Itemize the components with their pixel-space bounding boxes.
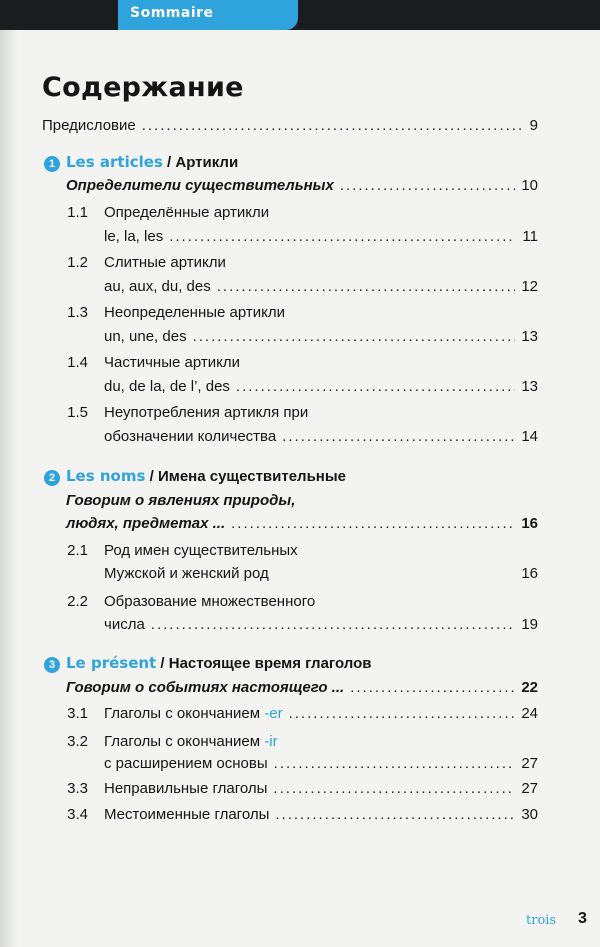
section-number: 1.4 bbox=[67, 354, 88, 371]
chapter-title-ru: Артикли bbox=[175, 154, 239, 171]
section-number: 3.2 bbox=[67, 733, 88, 750]
section-title-cont: обозначении количества bbox=[104, 428, 277, 445]
dot-leader bbox=[193, 328, 516, 345]
toc-row bbox=[104, 705, 538, 722]
dot-leader bbox=[275, 806, 515, 823]
toc-row bbox=[104, 755, 538, 772]
dot-leader bbox=[142, 117, 524, 134]
section-title-cont: un, une, des bbox=[104, 328, 187, 345]
dot-leader bbox=[289, 705, 516, 722]
toc-row bbox=[104, 328, 538, 345]
dot-leader bbox=[340, 177, 515, 194]
dot-leader bbox=[151, 616, 516, 633]
chapter-subtitle: Говорим о событиях настоящего ... bbox=[66, 679, 345, 696]
chapter-title-ru: Имена существительные bbox=[157, 468, 347, 485]
chapter-title-fr: Les articles bbox=[66, 153, 163, 171]
toc-page: 10 bbox=[521, 177, 538, 194]
section-number: 1.3 bbox=[67, 304, 88, 321]
tab-label: Sommaire bbox=[130, 5, 214, 21]
dot-leader bbox=[282, 428, 515, 445]
dot-leader bbox=[236, 378, 515, 395]
toc-page: 12 bbox=[521, 278, 538, 295]
toc-row-preface bbox=[42, 117, 538, 134]
section-number: 1.2 bbox=[67, 254, 88, 271]
footer-page-word: trois bbox=[526, 913, 557, 928]
section-title: Определённые артикли bbox=[104, 204, 270, 221]
dot-leader bbox=[274, 755, 516, 772]
dot-leader bbox=[231, 515, 515, 532]
toc-page: 9 bbox=[529, 117, 538, 134]
toc-page: 19 bbox=[521, 616, 538, 633]
page-number: 3 bbox=[578, 910, 587, 927]
section-title: Слитные артикли bbox=[104, 254, 226, 271]
toc-row bbox=[104, 428, 538, 445]
section-title-cont: du, de la, de l’, des bbox=[104, 378, 230, 395]
chapter-separator: / bbox=[156, 655, 169, 672]
section-number: 2.1 bbox=[67, 542, 88, 559]
chapter-title-ru: Настоящее время глаголов bbox=[168, 655, 372, 672]
section-title: Частичные артикли bbox=[104, 354, 240, 371]
section-number: 3.1 bbox=[67, 705, 88, 722]
verb-ending: -ir bbox=[264, 733, 278, 750]
chapter-subtitle-cont: людях, предметах ... bbox=[66, 515, 226, 532]
toc-row bbox=[104, 565, 538, 582]
toc-page: 11 bbox=[522, 228, 538, 245]
section-number: 3.3 bbox=[67, 780, 88, 797]
chapter-subtitle-row bbox=[66, 177, 538, 194]
chapter-number-badge: 2 bbox=[44, 470, 60, 486]
section-title: Глаголы с окончанием bbox=[104, 733, 261, 750]
toc-row bbox=[104, 378, 538, 395]
chapter-separator: / bbox=[145, 468, 158, 485]
section-number: 3.4 bbox=[67, 806, 88, 823]
chapter-heading bbox=[66, 153, 238, 171]
toc-page: 30 bbox=[521, 806, 538, 823]
section-number: 1.1 bbox=[67, 204, 88, 221]
chapter-subtitle-row bbox=[66, 515, 538, 532]
section-title: Неопределенные артикли bbox=[104, 304, 286, 321]
section-title-cont: Мужской и женский род bbox=[104, 565, 269, 582]
toc-page: 27 bbox=[521, 780, 538, 797]
toc-page: 16 bbox=[521, 515, 538, 532]
toc-row bbox=[104, 616, 538, 633]
chapter-title-fr: Les noms bbox=[66, 467, 146, 485]
dot-leader bbox=[217, 278, 516, 295]
verb-ending: -er bbox=[264, 705, 283, 722]
toc-row bbox=[104, 228, 538, 245]
section-title-cont: au, aux, du, des bbox=[104, 278, 211, 295]
section-number: 2.2 bbox=[67, 593, 88, 610]
toc-page: 24 bbox=[521, 705, 538, 722]
chapter-subtitle: Определители существительных bbox=[66, 177, 334, 194]
toc-page: 13 bbox=[521, 378, 538, 395]
section-title-line bbox=[104, 733, 278, 750]
chapter-heading bbox=[66, 467, 346, 485]
toc-page: 13 bbox=[521, 328, 538, 345]
toc-row bbox=[104, 780, 538, 797]
chapter-number-badge: 3 bbox=[44, 657, 60, 673]
sommaire-tab bbox=[118, 0, 298, 30]
dot-leader bbox=[273, 780, 515, 797]
toc-row bbox=[104, 278, 538, 295]
section-title-cont: числа bbox=[104, 616, 145, 633]
page-title: Содержание bbox=[42, 72, 244, 103]
section-title-cont: с расширением основы bbox=[104, 755, 268, 772]
page-shadow bbox=[0, 0, 18, 947]
chapter-subtitle-row bbox=[66, 679, 538, 696]
section-title: Местоименные глаголы bbox=[104, 806, 270, 823]
chapter-heading bbox=[66, 654, 371, 672]
toc-page: 27 bbox=[521, 755, 538, 772]
chapter-subtitle: Говорим о явлениях природы, bbox=[66, 492, 296, 509]
dot-leader bbox=[350, 679, 515, 696]
chapter-title-fr: Le présent bbox=[66, 654, 157, 672]
section-title: Неупотребления артикля при bbox=[104, 404, 309, 421]
section-title: Неправильные глаголы bbox=[104, 780, 268, 797]
section-number: 1.5 bbox=[67, 404, 88, 421]
toc-page: 22 bbox=[521, 679, 538, 696]
chapter-number-badge: 1 bbox=[44, 156, 60, 172]
chapter-separator: / bbox=[162, 154, 176, 171]
dot-leader bbox=[169, 228, 516, 245]
toc-page: 16 bbox=[521, 565, 538, 582]
header-bar bbox=[0, 0, 600, 30]
toc-label: Предисловие bbox=[42, 117, 136, 134]
toc-page: 14 bbox=[521, 428, 538, 445]
section-title: Образование множественного bbox=[104, 593, 316, 610]
section-title: Глаголы с окончанием bbox=[104, 705, 261, 722]
section-title-cont: le, la, les bbox=[104, 228, 164, 245]
section-title: Род имен существительных bbox=[104, 542, 298, 559]
toc-row bbox=[104, 806, 538, 823]
